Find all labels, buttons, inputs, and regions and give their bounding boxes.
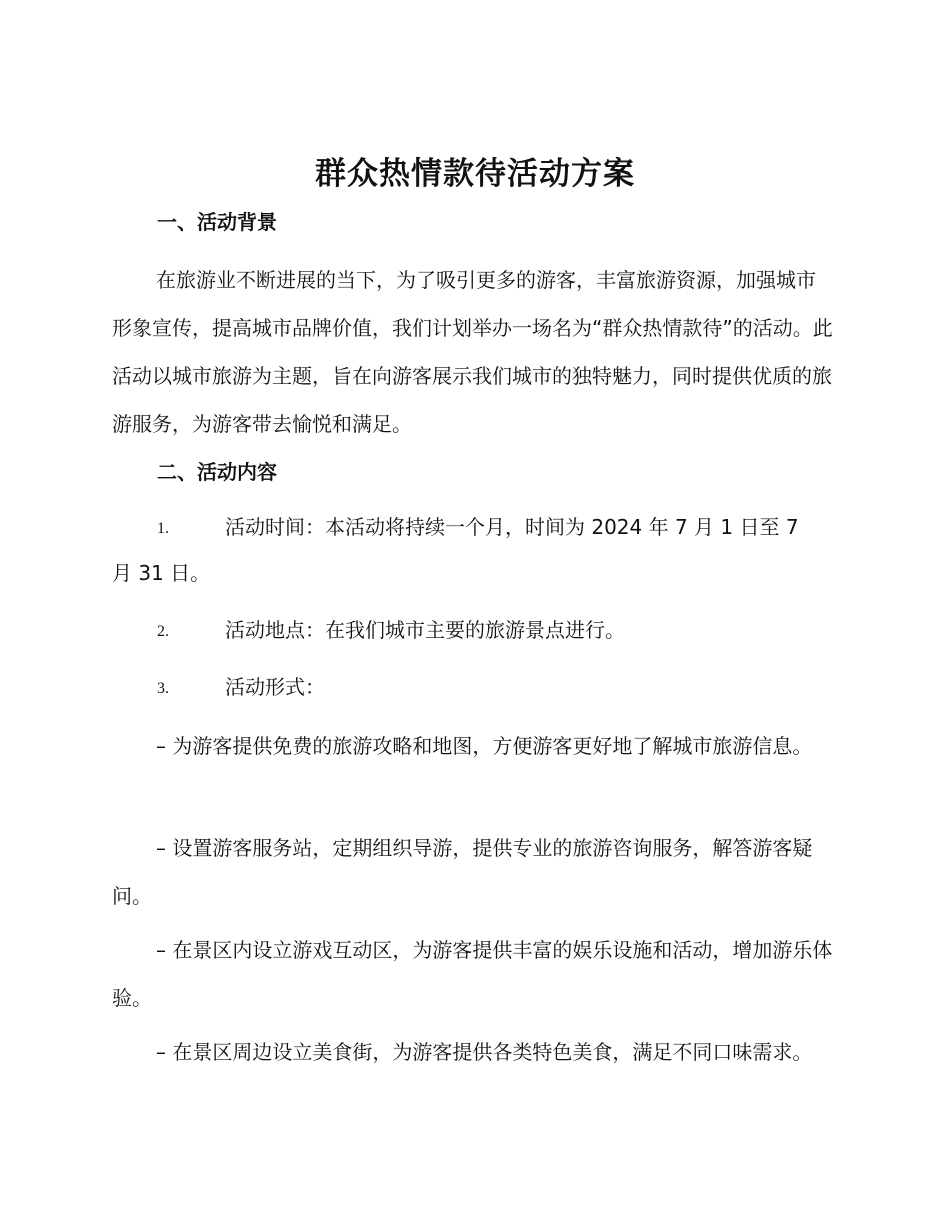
section-heading-background: 一、活动背景 — [157, 210, 277, 234]
list-item-text-1: 活动时间：本活动将持续一个月，时间为 2024 年 7 月 1 日至 7 — [225, 515, 799, 539]
activity-form-bullet-4: – 在景区周边设立美食街，为游客提供各类特色美食，满足不同口味需求。 — [156, 1040, 813, 1064]
activity-form-bullet-3: – 在景区内设立游戏互动区，为游客提供丰富的娱乐设施和活动，增加游乐体验。 — [112, 938, 833, 1010]
activity-form-bullet-1: – 为游客提供免费的旅游攻略和地图，方便游客更好地了解城市旅游信息。 — [156, 734, 813, 758]
activity-form-bullet-2: – 设置游客服务站，定期组织导游，提供专业的旅游咨询服务，解答游客疑问。 — [112, 836, 813, 908]
section-heading-content: 二、活动内容 — [157, 460, 277, 484]
background-paragraph: 在旅游业不断进展的当下，为了吸引更多的游客，丰富旅游资源，加强城市形象宣传，提高城市品牌价值，我们计划举办一场名为“群众热情款待”的活动。此活动以城市旅游为主题，旨在向游客展示我们城市的独特魅力，同时提供优质的旅游服务，为游客带去愉悦和满足。 — [112, 268, 833, 436]
document-title: 群众热情款待活动方案 — [315, 156, 635, 192]
list-item-text-3: 活动形式： — [225, 675, 325, 699]
list-item-continuation-1: 月 31 日。 — [112, 561, 211, 585]
list-item-number-2: 2. — [157, 623, 169, 640]
list-item-number-1: 1. — [157, 520, 169, 537]
list-item-number-3: 3. — [157, 680, 169, 697]
list-item-text-2: 活动地点：在我们城市主要的旅游景点进行。 — [225, 618, 625, 642]
